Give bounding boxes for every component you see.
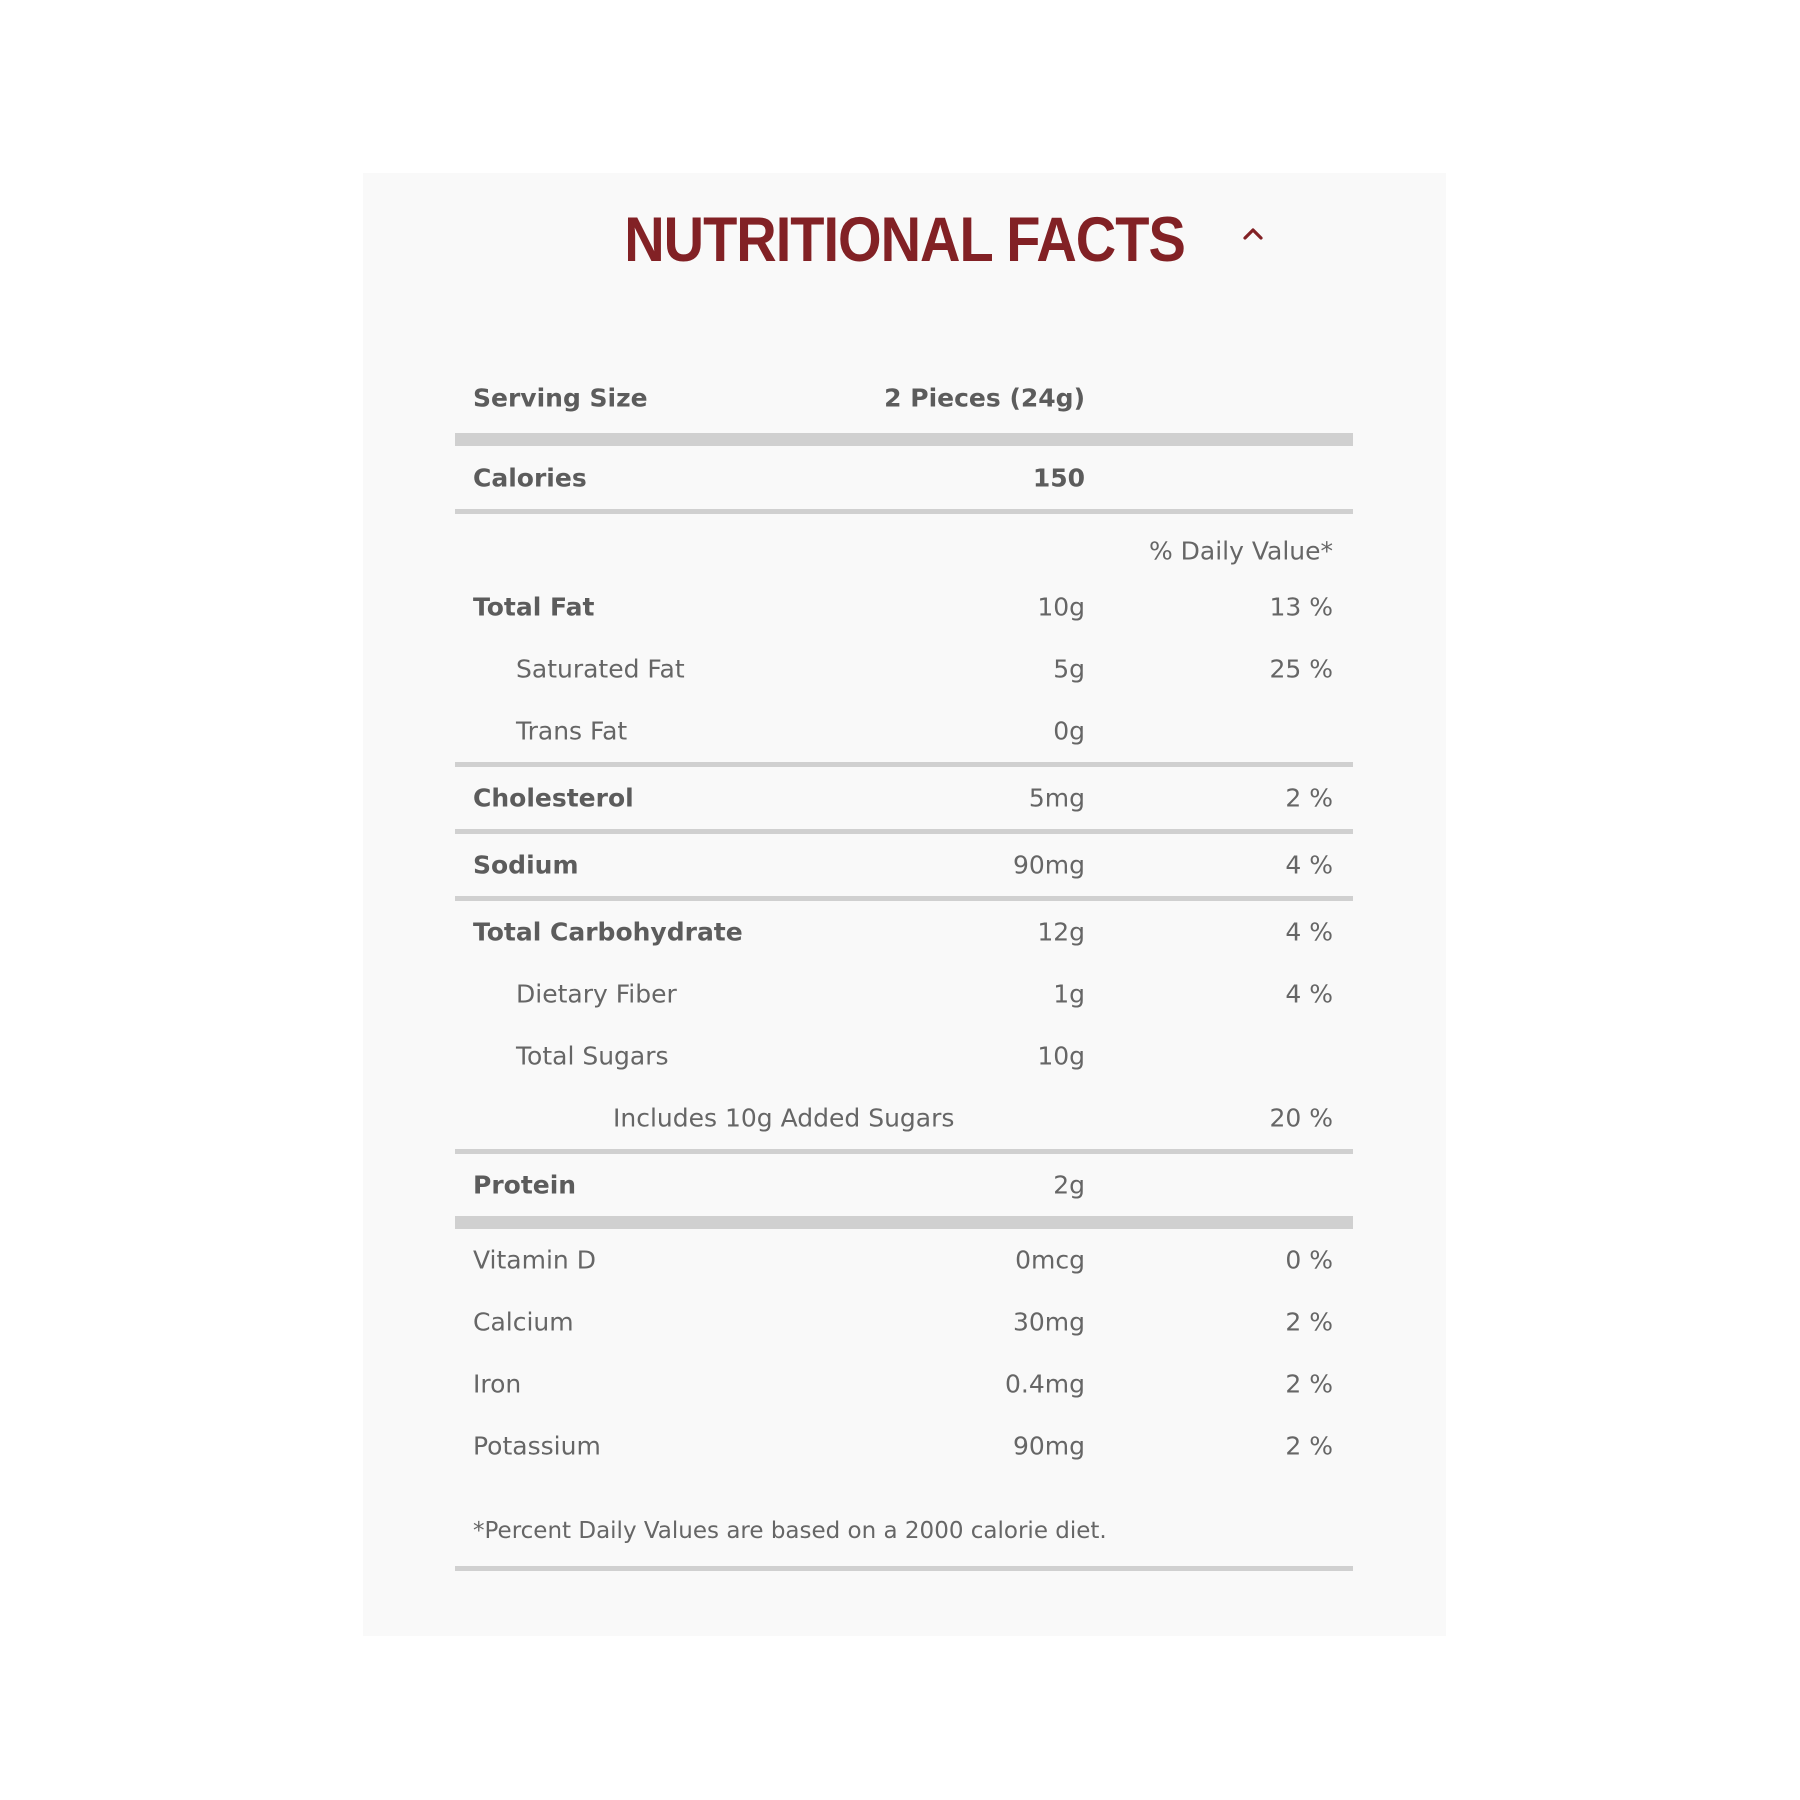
nutrient-label: Total Carbohydrate <box>473 917 743 947</box>
nutrient-amount: 0g <box>1053 716 1085 746</box>
nutrient-amount: 5g <box>1053 654 1085 684</box>
daily-value-header: % Daily Value* <box>1148 536 1333 566</box>
divider-thick <box>455 1216 1353 1229</box>
nutrient-daily-value: 13 % <box>1269 592 1333 622</box>
nutrient-row-trans-fat <box>455 700 1353 762</box>
vitamin-amount: 0mcg <box>1015 1245 1085 1275</box>
nutrient-amount: 12g <box>1037 917 1085 947</box>
vitamin-row-iron <box>455 1353 1353 1415</box>
vitamin-daily-value: 0 % <box>1285 1245 1333 1275</box>
chevron-up-icon <box>1233 213 1273 253</box>
vitamin-label: Vitamin D <box>473 1245 596 1275</box>
nutrient-label: Includes 10g Added Sugars <box>613 1103 955 1133</box>
nutrient-row-total-carbohydrate <box>455 901 1353 963</box>
nutrient-label: Total Fat <box>473 592 595 622</box>
vitamin-amount: 90mg <box>1012 1431 1085 1461</box>
nutrient-label: Trans Fat <box>516 716 628 746</box>
nutrient-row-dietary-fiber <box>455 963 1353 1025</box>
nutrient-amount: 10g <box>1037 592 1085 622</box>
nutrient-label: Protein <box>473 1170 577 1200</box>
vitamin-amount: 0.4mg <box>1005 1369 1085 1399</box>
nutrient-row-total-fat <box>455 576 1353 638</box>
nutrient-amount: 2g <box>1053 1170 1085 1200</box>
vitamin-row-potassium <box>455 1415 1353 1477</box>
vitamin-amount: 30mg <box>1012 1307 1085 1337</box>
serving-size-value: 2 Pieces (24g) <box>884 383 1085 413</box>
vitamin-daily-value: 2 % <box>1285 1369 1333 1399</box>
nutrient-daily-value: 25 % <box>1269 654 1333 684</box>
vitamin-daily-value: 2 % <box>1285 1431 1333 1461</box>
nutrient-label: Dietary Fiber <box>516 979 677 1009</box>
panel-title: NUTRITIONAL FACTS <box>624 204 1185 275</box>
vitamin-daily-value: 2 % <box>1285 1307 1333 1337</box>
nutrient-daily-value: 2 % <box>1285 783 1333 813</box>
nutrient-row-saturated-fat <box>455 638 1353 700</box>
serving-size-row <box>455 363 1353 433</box>
nutrition-facts-panel <box>363 173 1446 1636</box>
nutrient-daily-value: 20 % <box>1269 1103 1333 1133</box>
nutrient-label: Saturated Fat <box>516 654 685 684</box>
nutrient-row-cholesterol <box>455 767 1353 829</box>
nutrient-daily-value: 4 % <box>1285 850 1333 880</box>
calories-value: 150 <box>1032 463 1085 492</box>
vitamin-label: Iron <box>473 1369 522 1399</box>
footnote: *Percent Daily Values are based on a 2000 calorie diet. <box>473 1517 1107 1544</box>
vitamin-row-vitamin-d <box>455 1229 1353 1291</box>
vitamin-row-calcium <box>455 1291 1353 1353</box>
serving-size-label: Serving Size <box>473 383 648 413</box>
collapse-button[interactable] <box>1233 213 1273 253</box>
nutrition-table <box>455 363 1353 1571</box>
nutrient-daily-value: 4 % <box>1285 979 1333 1009</box>
nutrient-amount: 1g <box>1053 979 1085 1009</box>
calories-row <box>455 446 1353 509</box>
footnote-row <box>455 1495 1353 1566</box>
spacer <box>455 1477 1353 1495</box>
nutrient-daily-value: 4 % <box>1285 917 1333 947</box>
nutrient-label: Total Sugars <box>516 1041 669 1071</box>
nutrient-amount: 90mg <box>1012 850 1085 880</box>
nutrient-label: Sodium <box>473 850 579 880</box>
nutrient-row-protein <box>455 1154 1353 1216</box>
nutrient-row-total-sugars <box>455 1025 1353 1087</box>
nutrient-row-sodium <box>455 834 1353 896</box>
nutrient-label: Cholesterol <box>473 783 634 813</box>
nutrient-amount: 10g <box>1037 1041 1085 1071</box>
divider-bottom <box>455 1566 1353 1571</box>
nutrient-amount: 5mg <box>1028 783 1085 813</box>
vitamin-label: Calcium <box>473 1307 574 1337</box>
nutrient-row-added-sugars <box>455 1087 1353 1149</box>
divider-thick <box>455 433 1353 446</box>
vitamin-label: Potassium <box>473 1431 601 1461</box>
daily-value-header-row <box>455 514 1353 576</box>
calories-label: Calories <box>473 463 587 492</box>
